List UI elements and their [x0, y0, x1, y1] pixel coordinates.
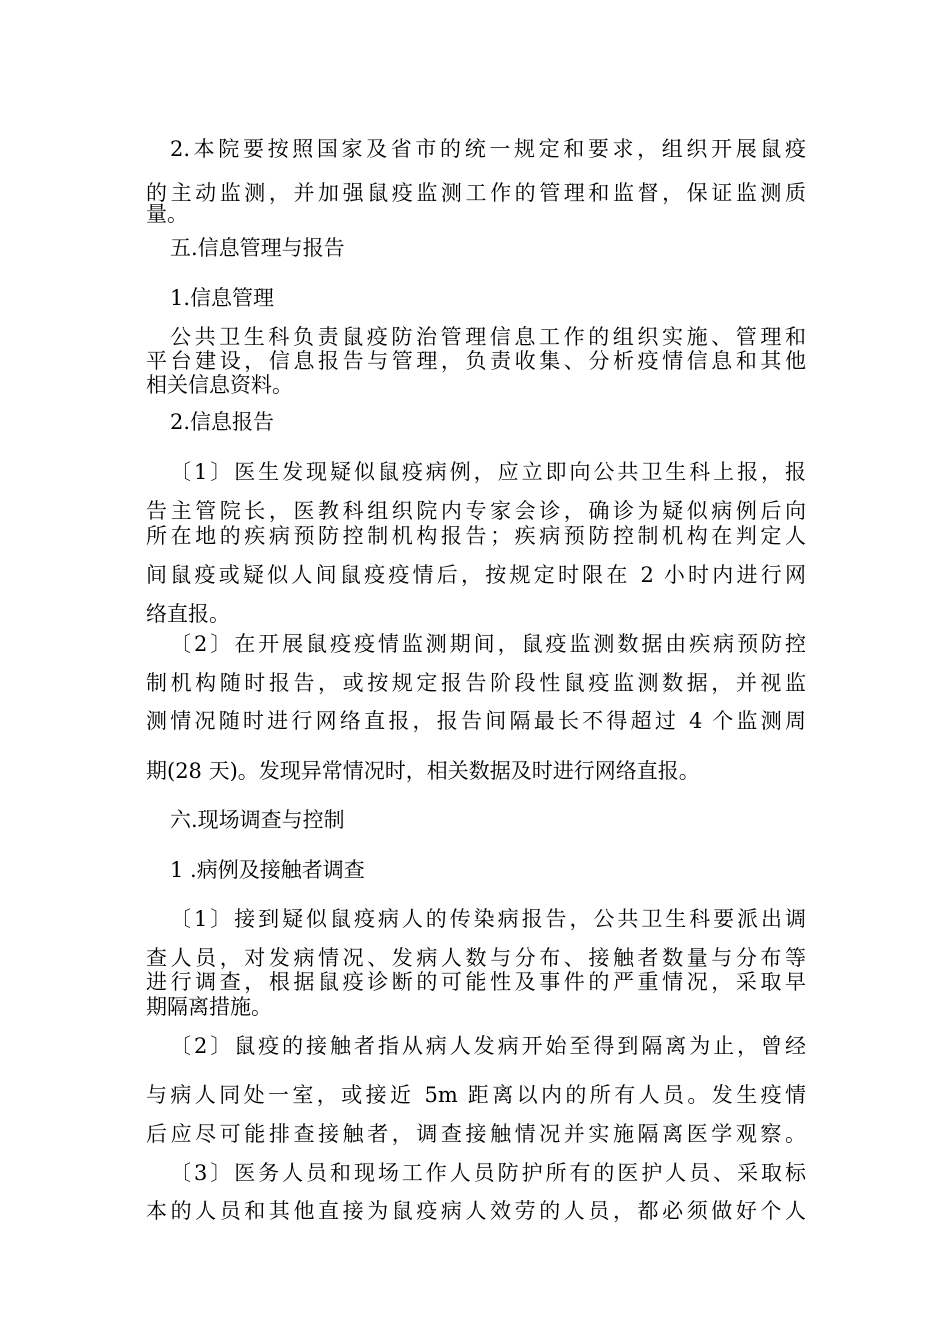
- section-heading: 五.信息管理与报告: [170, 236, 345, 260]
- text-line: 2.本院要按照国家及省市的统一规定和要求，组织开展鼠疫: [170, 137, 806, 161]
- text-line: 〔3〕医务人员和现场工作人员防护所有的医护人员、采取标: [170, 1161, 806, 1185]
- text-line: 〔1〕接到疑似鼠疫病人的传染病报告，公共卫生科要派出调: [170, 907, 806, 931]
- text-line: 期隔离措施。: [146, 995, 272, 1019]
- text-line: 相关信息资料。: [146, 373, 293, 397]
- text-line: 所在地的疾病预防控制机构报告；疾病预防控制机构在判定人: [146, 524, 806, 548]
- text-line: 后应尽可能排查接触者，调查接触情况并实施隔离医学观察。: [146, 1122, 806, 1146]
- subsection-heading: 1 .病例及接触者调查: [170, 858, 365, 882]
- text-line: 〔1〕医生发现疑似鼠疫病例，应立即向公共卫生科上报，报: [170, 460, 806, 484]
- text-line: 平台建设，信息报告与管理，负责收集、分析疫情信息和其他: [146, 349, 806, 373]
- text-line: 进行调查，根据鼠疫诊断的可能性及事件的严重情况，采取早: [146, 970, 806, 994]
- text-line: 查人员，对发病情况、发病人数与分布、接触者数量与分布等: [146, 946, 806, 970]
- subsection-heading: 1.信息管理: [170, 286, 275, 310]
- section-heading: 六.现场调查与控制: [170, 808, 345, 832]
- text-line: 公共卫生科负责鼠疫防治管理信息工作的组织实施、管理和: [170, 325, 806, 349]
- text-line: 的主动监测，并加强鼠疫监测工作的管理和监督，保证监测质: [146, 181, 806, 205]
- text-line: 量。: [146, 202, 188, 226]
- text-line: 告主管院长，医教科组织院内专家会诊，确诊为疑似病例后向: [146, 499, 806, 523]
- text-line: 测情况随时进行网络直报，报告间隔最长不得超过 4 个监测周: [146, 709, 806, 733]
- text-line: 络直报。: [146, 602, 230, 626]
- subsection-heading: 2.信息报告: [170, 410, 275, 434]
- text-line: 制机构随时报告，或按规定报告阶段性鼠疫监测数据，并视监: [146, 671, 806, 695]
- text-line: 本的人员和其他直接为鼠疫病人效劳的人员，都必须做好个人: [146, 1199, 806, 1223]
- text-line: 〔2〕在开展鼠疫疫情监测期间，鼠疫监测数据由疾病预防控: [170, 632, 806, 656]
- text-line: 间鼠疫或疑似人间鼠疫疫情后，按规定时限在 2 小时内进行网: [146, 563, 806, 587]
- text-line: 与病人同处一室，或接近 5m 距离以内的所有人员。发生疫情: [146, 1083, 806, 1107]
- text-line: 〔2〕鼠疫的接触者指从病人发病开始至得到隔离为止，曾经: [170, 1034, 806, 1058]
- text-line: 期(28 天)。发现异常情况时，相关数据及时进行网络直报。: [146, 759, 700, 783]
